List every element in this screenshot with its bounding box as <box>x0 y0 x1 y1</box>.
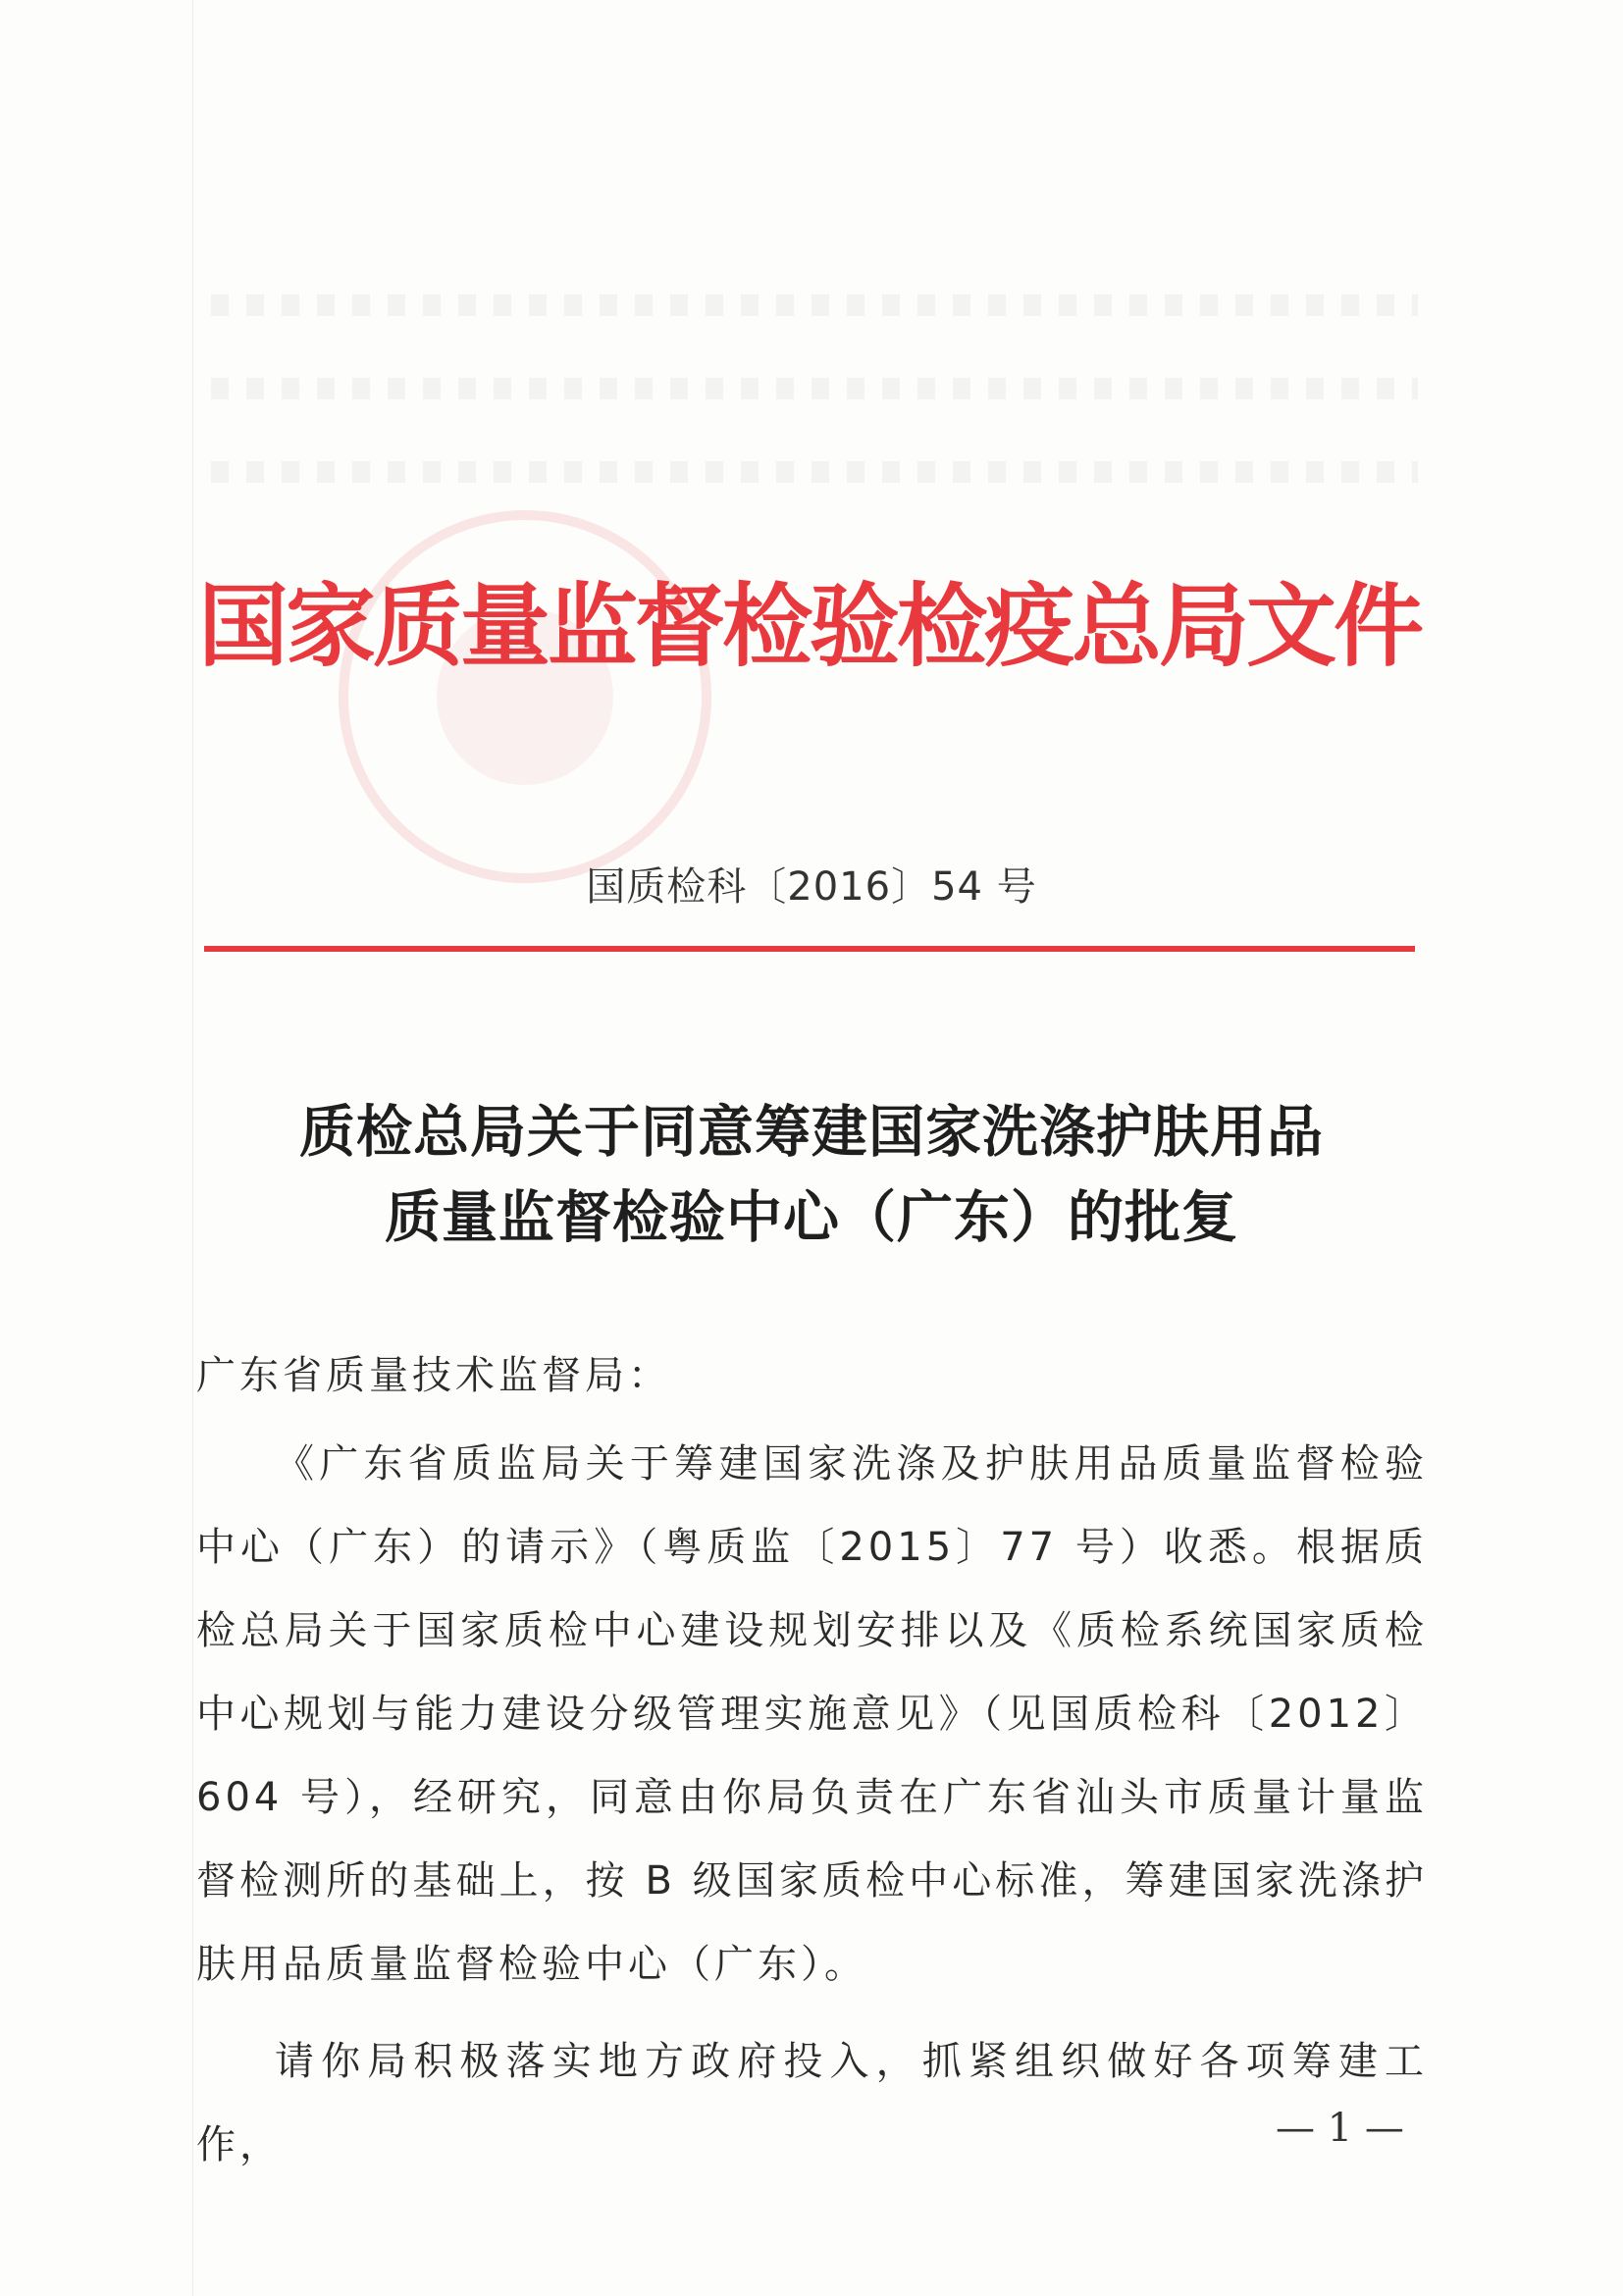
document-body <box>196 1423 1428 2187</box>
document-masthead: 国家质量监督检验检疫总局文件 <box>197 573 1421 679</box>
document-title-line-1: 质检总局关于同意筹建国家洗涤护肤用品 <box>299 1099 1324 1165</box>
document-title-line-2: 质量监督检验中心（广东）的批复 <box>385 1184 1238 1250</box>
document-number: 国质检科〔2016〕54 号 <box>586 864 1037 910</box>
salutation: 广东省质量技术监督局： <box>196 1353 671 1398</box>
page-number: — 1 — <box>1276 2106 1404 2151</box>
body-paragraph: 请你局积极落实地方政府投入，抓紧组织做好各项筹建工作， <box>196 2039 1428 2167</box>
bleed-through-line <box>211 378 1418 399</box>
red-separator-line <box>204 946 1415 952</box>
body-paragraph: 《广东省质监局关于筹建国家洗涤及护肤用品质量监督检验中心（广东）的请示》（粤质监〔2015〕77 号）收悉。根据质检总局关于国家质检中心建设规划安排以及《质检系统国家质检中心规划与能力建设分级管理实施意见》（见国质检科〔2012〕604 号），经研究，同意由你局负责在广东省汕头市质量计量监督检测所的基础上，按 B 级国家质检中心标准，筹建国家洗涤护肤用品质量监督检验中心（广东）。 <box>196 1441 1428 1987</box>
bleed-through-line <box>211 461 1418 483</box>
bleed-through-line <box>211 294 1418 316</box>
